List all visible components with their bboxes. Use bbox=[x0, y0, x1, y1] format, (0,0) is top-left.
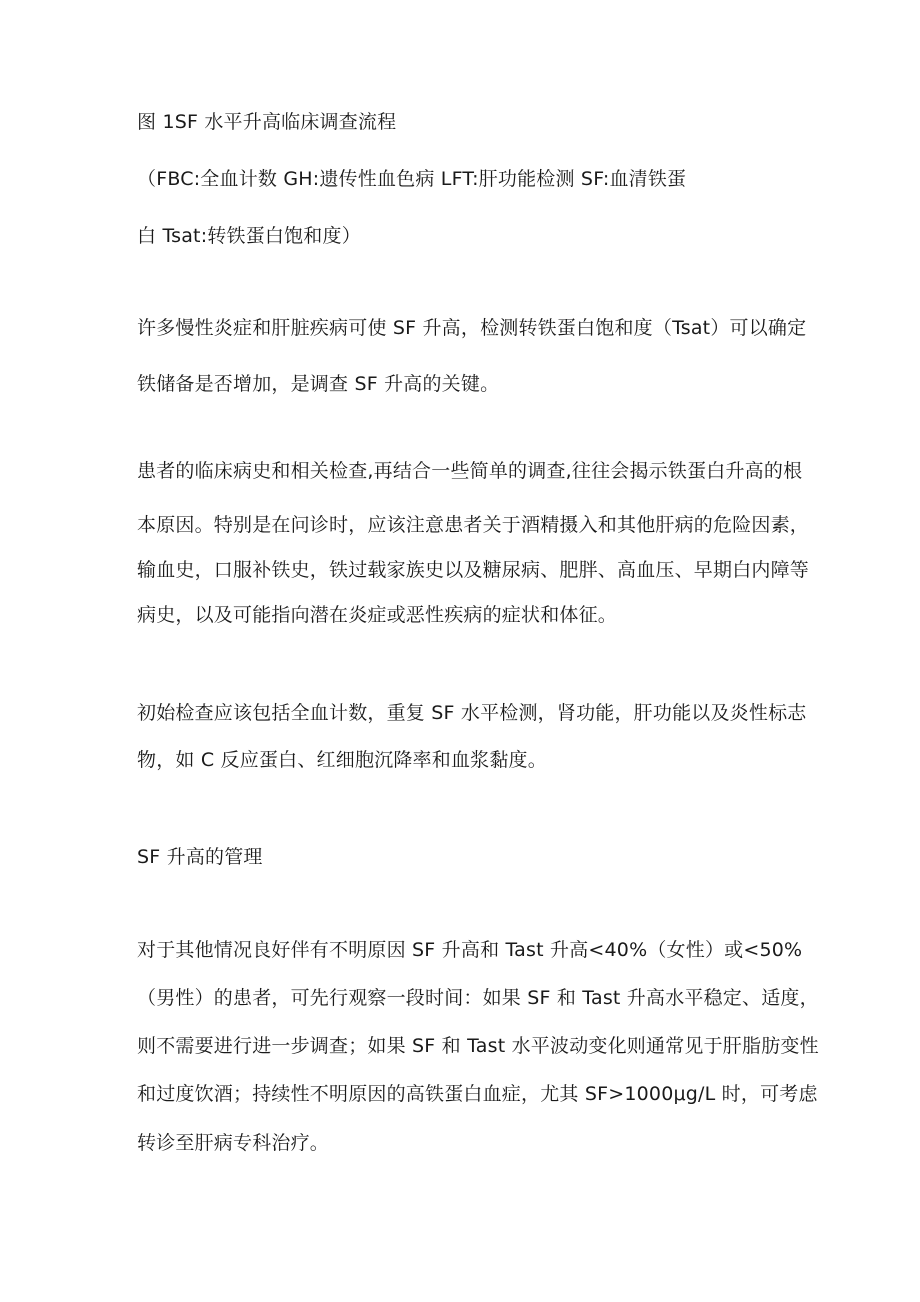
figure-legend-line-1: （FBC:全血计数 GH:遗传性血色病 LFT:肝功能检测 SF:血清铁蛋 bbox=[137, 168, 687, 190]
section-heading: SF 升高的管理 bbox=[137, 846, 263, 868]
paragraph-1-line-1: 许多慢性炎症和肝脏疾病可使 SF 升高，检测转铁蛋白饱和度（Tsat）可以确定 bbox=[137, 317, 807, 339]
paragraph-2-line-3: 输血史，口服补铁史，铁过载家族史以及糖尿病、肥胖、高血压、早期白内障等 bbox=[137, 559, 810, 581]
paragraph-4-line-4: 和过度饮酒；持续性不明原因的高铁蛋白血症，尤其 SF>1000μg/L 时，可考虑 bbox=[137, 1083, 818, 1105]
figure-title: 图 1SF 水平升高临床调查流程 bbox=[137, 111, 397, 133]
paragraph-4-line-1: 对于其他情况良好伴有不明原因 SF 升高和 Tast 升高<40%（女性）或<50% bbox=[137, 939, 803, 961]
paragraph-2-line-2: 本原因。特别是在问诊时，应该注意患者关于酒精摄入和其他肝病的危险因素， bbox=[137, 514, 810, 536]
paragraph-4-line-2: （男性）的患者，可先行观察一段时间：如果 SF 和 Tast 升高水平稳定、适度， bbox=[137, 987, 819, 1009]
paragraph-1-line-2: 铁储备是否增加，是调查 SF 升高的关键。 bbox=[137, 373, 500, 395]
paragraph-2-line-4: 病史，以及可能指向潜在炎症或恶性疾病的症状和体征。 bbox=[137, 604, 618, 626]
paragraph-3-line-1: 初始检查应该包括全血计数，重复 SF 水平检测，肾功能，肝功能以及炎性标志 bbox=[137, 702, 807, 724]
paragraph-2-line-1: 患者的临床病史和相关检查,再结合一些简单的调查,往往会揭示铁蛋白升高的根 bbox=[137, 460, 803, 482]
figure-legend-line-2: 白 Tsat:转铁蛋白饱和度） bbox=[137, 225, 361, 247]
paragraph-4-line-3: 则不需要进行进一步调查；如果 SF 和 Tast 水平波动变化则通常见于肝脂肪变性 bbox=[137, 1035, 819, 1057]
paragraph-4-line-5: 转诊至肝病专科治疗。 bbox=[137, 1132, 330, 1154]
paragraph-3-line-2: 物，如 C 反应蛋白、红细胞沉降率和血浆黏度。 bbox=[137, 749, 547, 771]
